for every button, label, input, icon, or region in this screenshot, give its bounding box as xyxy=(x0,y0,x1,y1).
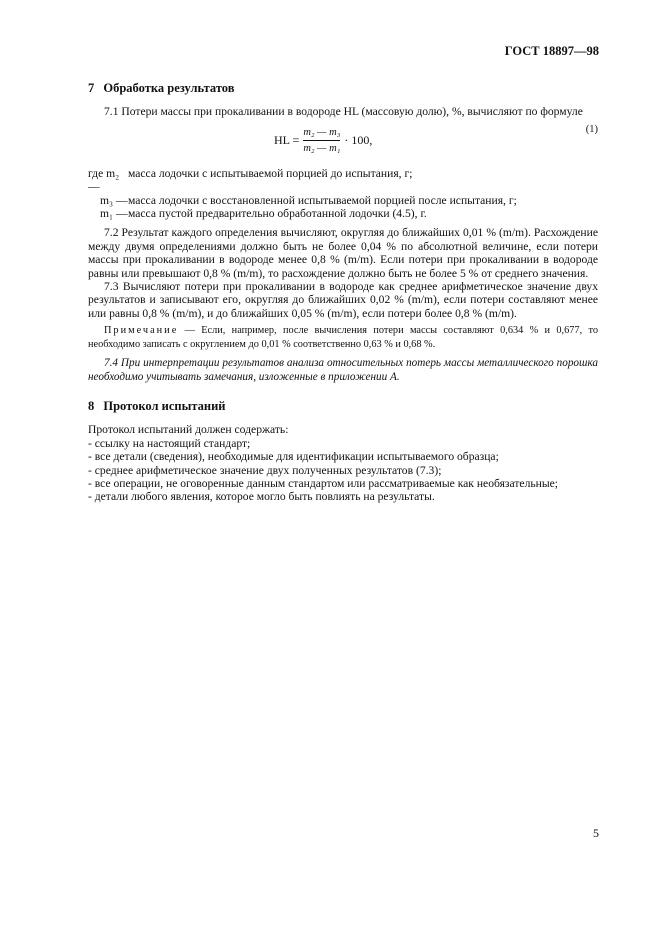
formula-lhs: HL = xyxy=(274,133,300,148)
definition-symbol: m₃ — xyxy=(100,193,128,207)
definition-row xyxy=(88,207,598,220)
list-item: - все детали (сведения), необходимые для идентификации испытываемого образца; xyxy=(88,450,499,464)
protocol-list xyxy=(88,423,598,503)
section-7-heading xyxy=(88,82,598,95)
formula-fraction xyxy=(303,126,340,156)
list-item: - все операции, не оговоренные данным стандартом или рассматриваемые как необязательные; xyxy=(88,476,558,490)
section-8-title: Протокол испытаний xyxy=(103,398,226,413)
formula-rhs: · 100, xyxy=(344,133,373,148)
paragraph-7-4: 7.4 При интерпретации результатов анализа относительных потерь массы металлического порошка необходимо учитывать замечания, изложенные в приложении А. xyxy=(88,357,598,383)
definition-text: масса лодочки с испытываемой порцией до испытания, г; xyxy=(128,166,413,180)
formula-expression xyxy=(274,126,372,156)
definition-row xyxy=(88,194,598,207)
note-label: Примечание xyxy=(104,325,179,337)
protocol-intro: Протокол испытаний должен содержать: xyxy=(88,423,289,437)
formula-1 xyxy=(88,123,598,163)
formula-numerator: m₂ — m₃ xyxy=(303,126,341,138)
list-item: - ссылку на настоящий стандарт; xyxy=(88,436,251,450)
list-item: - детали любого явления, которое могло быть повлиять на результаты. xyxy=(88,490,435,504)
definition-text: масса пустой предварительно обработанной лодочки (4.5), г. xyxy=(128,207,427,221)
note-text: — Если, например, после вычисления потери массы составляют 0,634 % и 0,677, то необходимо записать с округлением до 0,01 % соответственно 0,63 % и 0,68 %. xyxy=(88,325,598,350)
section-8-number: 8 xyxy=(88,398,95,413)
formula-definitions xyxy=(88,167,598,221)
section-7-title: Обработка результатов xyxy=(103,81,235,95)
definition-symbol: где m₂ — xyxy=(88,166,120,194)
definition-symbol: m₁ — xyxy=(100,207,128,221)
page-number: 5 xyxy=(593,826,599,840)
note xyxy=(88,324,598,351)
paragraph-7-3: 7.3 Вычисляют потери при прокаливании в водороде как среднее арифметическое значение двух результатов и записывают его, округляя до ближайших 0,02 % (m/m), если потери составляют менее или равны 0,8 % (m/m), и до ближайших 0,05 % (m/m), если потери более 0,8 % (m/m). xyxy=(88,280,598,320)
definition-row xyxy=(88,167,598,194)
section-7-number: 7 xyxy=(88,81,95,95)
document-body xyxy=(88,72,598,504)
standard-code-header: ГОСТ 18897—98 xyxy=(504,44,599,58)
definition-text: масса лодочки с восстановленной испытываемой порцией после испытания, г; xyxy=(128,193,517,207)
paragraph-7-2: 7.2 Результат каждого определения вычисляют, округляя до ближайших 0,01 % (m/m). Расхождение между двумя определениями должно быть не более 0,04 % по абсолютной величине, если потери массы при прокаливании в водороде менее 0,8 % (m/m). Если потери при прокаливании в водороде равны или превышают 0,8 % (m/m), то расхождение должно быть не более 5 % от среднего значения. xyxy=(88,226,598,280)
paragraph-7-1: 7.1 Потери массы при прокаливании в водороде HL (массовую долю), %, вычисляют по формуле xyxy=(104,105,583,119)
list-item: - среднее арифметическое значение двух полученных результатов (7.3); xyxy=(88,463,442,477)
section-8-heading xyxy=(88,400,598,413)
formula-denominator: m₂ — m₁ xyxy=(303,143,341,155)
formula-number: (1) xyxy=(585,123,598,135)
fraction-bar xyxy=(303,140,340,141)
